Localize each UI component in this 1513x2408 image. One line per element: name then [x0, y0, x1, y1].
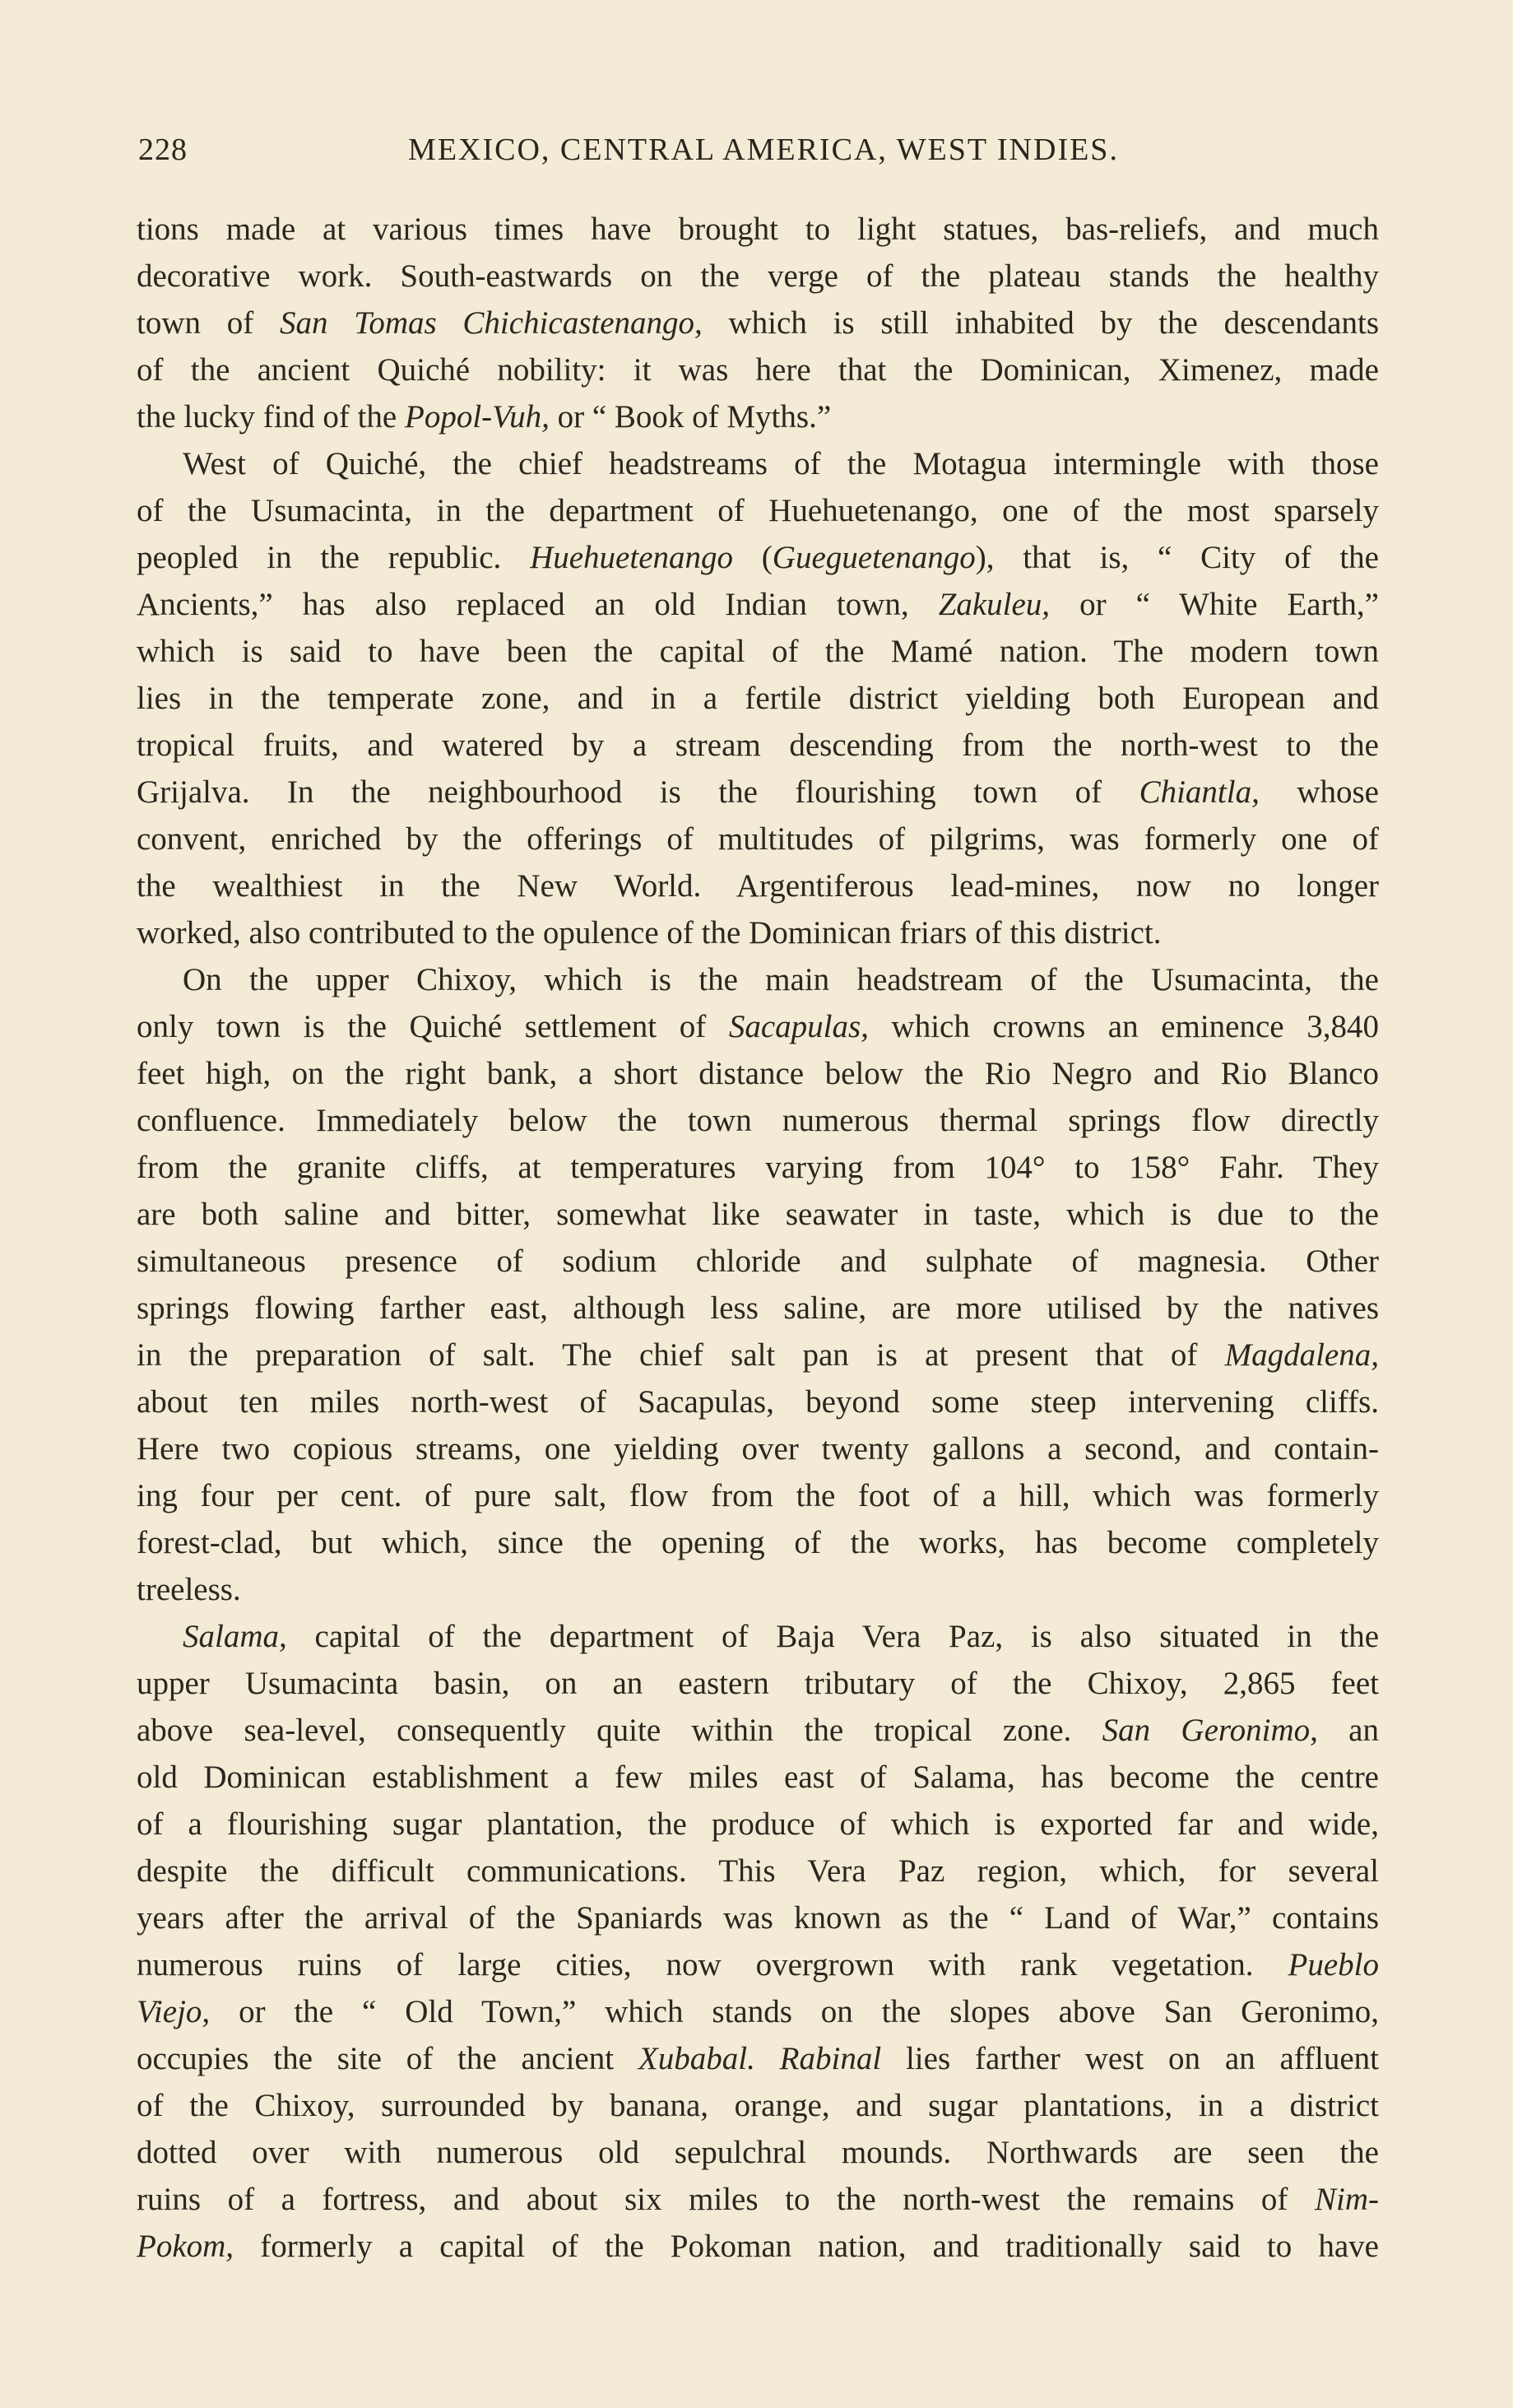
- text-line: ing four per cent. of pure salt, flow from the foot of a hill, which was formerly: [137, 1478, 1379, 1513]
- text-line: [137, 2223, 1379, 2270]
- italic-place-name: Nim-: [1315, 2182, 1379, 2217]
- text-line: lies in the temperate zone, and in a fertile district yielding both European and: [137, 681, 1379, 716]
- text-line: of the Usumacinta, in the department of Huehuetenango, one of the most sparsely: [137, 493, 1379, 528]
- text-segment: or the “ Old Town,” which stands on the slopes above San Geronimo,: [210, 1994, 1379, 2029]
- text-line: despite the difficult communications. This Vera Paz region, which, for several: [137, 1853, 1379, 1889]
- italic-place-name: San Tomas Chichicastenango,: [279, 305, 703, 341]
- text-line: decorative work. South-eastwards on the verge of the plateau stands the healthy: [137, 258, 1379, 294]
- italic-place-name: Gueguetenango: [772, 540, 976, 575]
- italic-place-name: Zakuleu,: [938, 587, 1051, 622]
- text-segment: in the preparation of salt. The chief salt pan is at present that of: [137, 1337, 1225, 1373]
- text-line: dotted over with numerous old sepulchral mounds. Northwards are seen the: [137, 2135, 1379, 2170]
- text-line: [137, 534, 1379, 581]
- text-line: [137, 393, 1379, 440]
- text-line: worked, also contributed to the opulence of the Dominican friars of this district.: [137, 915, 1162, 951]
- text-line: [137, 1332, 1379, 1378]
- text-segment: capital of the department of Baja Vera Paz, is also situated in the: [286, 1619, 1379, 1654]
- italic-place-name: Popol-Vuh,: [405, 399, 550, 435]
- text-line: [137, 1941, 1379, 1988]
- text-segment: above sea-level, consequently quite within the tropical zone.: [137, 1713, 1102, 1748]
- text-segment: formerly a capital of the Pokoman nation, and traditionally said to have: [234, 2229, 1379, 2264]
- text-line: On the upper Chixoy, which is the main headstream of the Usumacinta, the: [183, 962, 1379, 997]
- text-line: upper Usumacinta basin, on an eastern tributary of the Chixoy, 2,865 feet: [137, 1666, 1379, 1701]
- text-segment: [755, 2041, 780, 2076]
- italic-place-name: Sacapulas,: [728, 1009, 869, 1044]
- text-line: [137, 2176, 1379, 2223]
- text-line: which is said to have been the capital of the Mamé nation. The modern town: [137, 634, 1379, 669]
- text-line: springs flowing farther east, although less saline, are more utilised by the natives: [137, 1290, 1379, 1326]
- text-line: treeless.: [137, 1572, 241, 1607]
- text-segment: the lucky find of the: [137, 399, 405, 435]
- text-segment: numerous ruins of large cities, now overgrown with rank vegetation.: [137, 1947, 1288, 1983]
- text-line: of the Chixoy, surrounded by banana, orange, and sugar plantations, in a district: [137, 2088, 1379, 2123]
- italic-place-name: Salama,: [183, 1619, 287, 1654]
- italic-place-name: San Geronimo,: [1102, 1713, 1318, 1748]
- text-line: simultaneous presence of sodium chloride and sulphate of magnesia. Other: [137, 1244, 1379, 1279]
- text-segment: only town is the Quiché settlement of: [137, 1009, 729, 1044]
- text-segment: an: [1317, 1713, 1379, 1748]
- text-segment: Ancients,” has also replaced an old Indian town,: [137, 587, 939, 622]
- text-segment: ruins of a fortress, and about six miles to the north-west the remains of: [137, 2182, 1315, 2217]
- text-line: are both saline and bitter, somewhat like seawater in taste, which is due to the: [137, 1197, 1379, 1232]
- text-segment: Grijalva. In the neighbourhood is the flourishing town of: [137, 774, 1139, 810]
- page-number: 228: [138, 132, 188, 167]
- text-line: convent, enriched by the offerings of multitudes of pilgrims, was formerly one of: [137, 821, 1379, 857]
- text-line: Here two copious streams, one yielding over twenty gallons a second, and contain-: [137, 1431, 1379, 1467]
- text-line: feet high, on the right bank, a short distance below the Rio Negro and Rio Blanco: [137, 1056, 1379, 1091]
- text-segment: occupies the site of the ancient: [137, 2041, 638, 2076]
- text-line: [137, 1613, 1379, 1660]
- text-segment: which crowns an eminence 3,840: [868, 1009, 1379, 1044]
- text-segment: ), that is, “ City of the: [975, 540, 1379, 575]
- text-line: confluence. Immediately below the town numerous thermal springs flow directly: [137, 1103, 1379, 1138]
- text-line: the wealthiest in the New World. Argentiferous lead-mines, now no longer: [137, 868, 1379, 904]
- text-line: forest-clad, but which, since the opening of the works, has become completely: [137, 1525, 1379, 1560]
- text-segment: whose: [1259, 774, 1379, 810]
- text-segment: (: [733, 540, 773, 575]
- text-segment: which is still inhabited by the descendants: [702, 305, 1379, 341]
- text-segment: town of: [137, 305, 280, 341]
- text-segment: peopled in the republic.: [137, 540, 531, 575]
- text-segment: or “ Book of Myths.”: [549, 399, 832, 435]
- text-line: [137, 2035, 1379, 2082]
- italic-place-name: Rabinal: [779, 2041, 882, 2076]
- italic-place-name: Huehuetenango: [530, 540, 734, 575]
- text-line: [137, 1988, 1379, 2035]
- text-line: tions made at various times have brought to light statues, bas-reliefs, and much: [137, 212, 1379, 247]
- text-segment: lies farther west on an affluent: [881, 2041, 1379, 2076]
- page-header: [138, 132, 1389, 173]
- text-line: old Dominican establishment a few miles east of Salama, has become the centre: [137, 1760, 1379, 1795]
- text-line: of a flourishing sugar plantation, the produce of which is exported far and wide,: [137, 1806, 1379, 1842]
- italic-place-name: Pueblo: [1288, 1947, 1379, 1983]
- text-line: [137, 581, 1379, 628]
- italic-place-name: Chiantla,: [1139, 774, 1260, 810]
- text-line: [137, 1003, 1379, 1050]
- text-line: from the granite cliffs, at temperatures varying from 104° to 158° Fahr. They: [137, 1150, 1379, 1185]
- text-line: about ten miles north-west of Sacapulas, beyond some steep intervening cliffs.: [137, 1384, 1379, 1420]
- italic-place-name: Xubabal.: [638, 2041, 755, 2076]
- text-line: tropical fruits, and watered by a stream descending from the north-west to the: [137, 728, 1379, 763]
- italic-place-name: Magdalena,: [1224, 1337, 1379, 1373]
- text-line: West of Quiché, the chief headstreams of the Motagua intermingle with those: [183, 446, 1379, 481]
- text-line: [137, 1707, 1379, 1754]
- italic-place-name: Viejo,: [137, 1994, 211, 2029]
- body-text: [137, 206, 1379, 2270]
- text-segment: or “ White Earth,”: [1050, 587, 1379, 622]
- text-line: years after the arrival of the Spaniards was known as the “ Land of War,” contains: [137, 1900, 1379, 1936]
- italic-place-name: Pokom,: [137, 2229, 234, 2264]
- running-title: MEXICO, CENTRAL AMERICA, WEST INDIES.: [408, 132, 1119, 167]
- text-line: of the ancient Quiché nobility: it was here that the Dominican, Ximenez, made: [137, 352, 1379, 388]
- text-line: [137, 300, 1379, 346]
- text-line: [137, 769, 1379, 816]
